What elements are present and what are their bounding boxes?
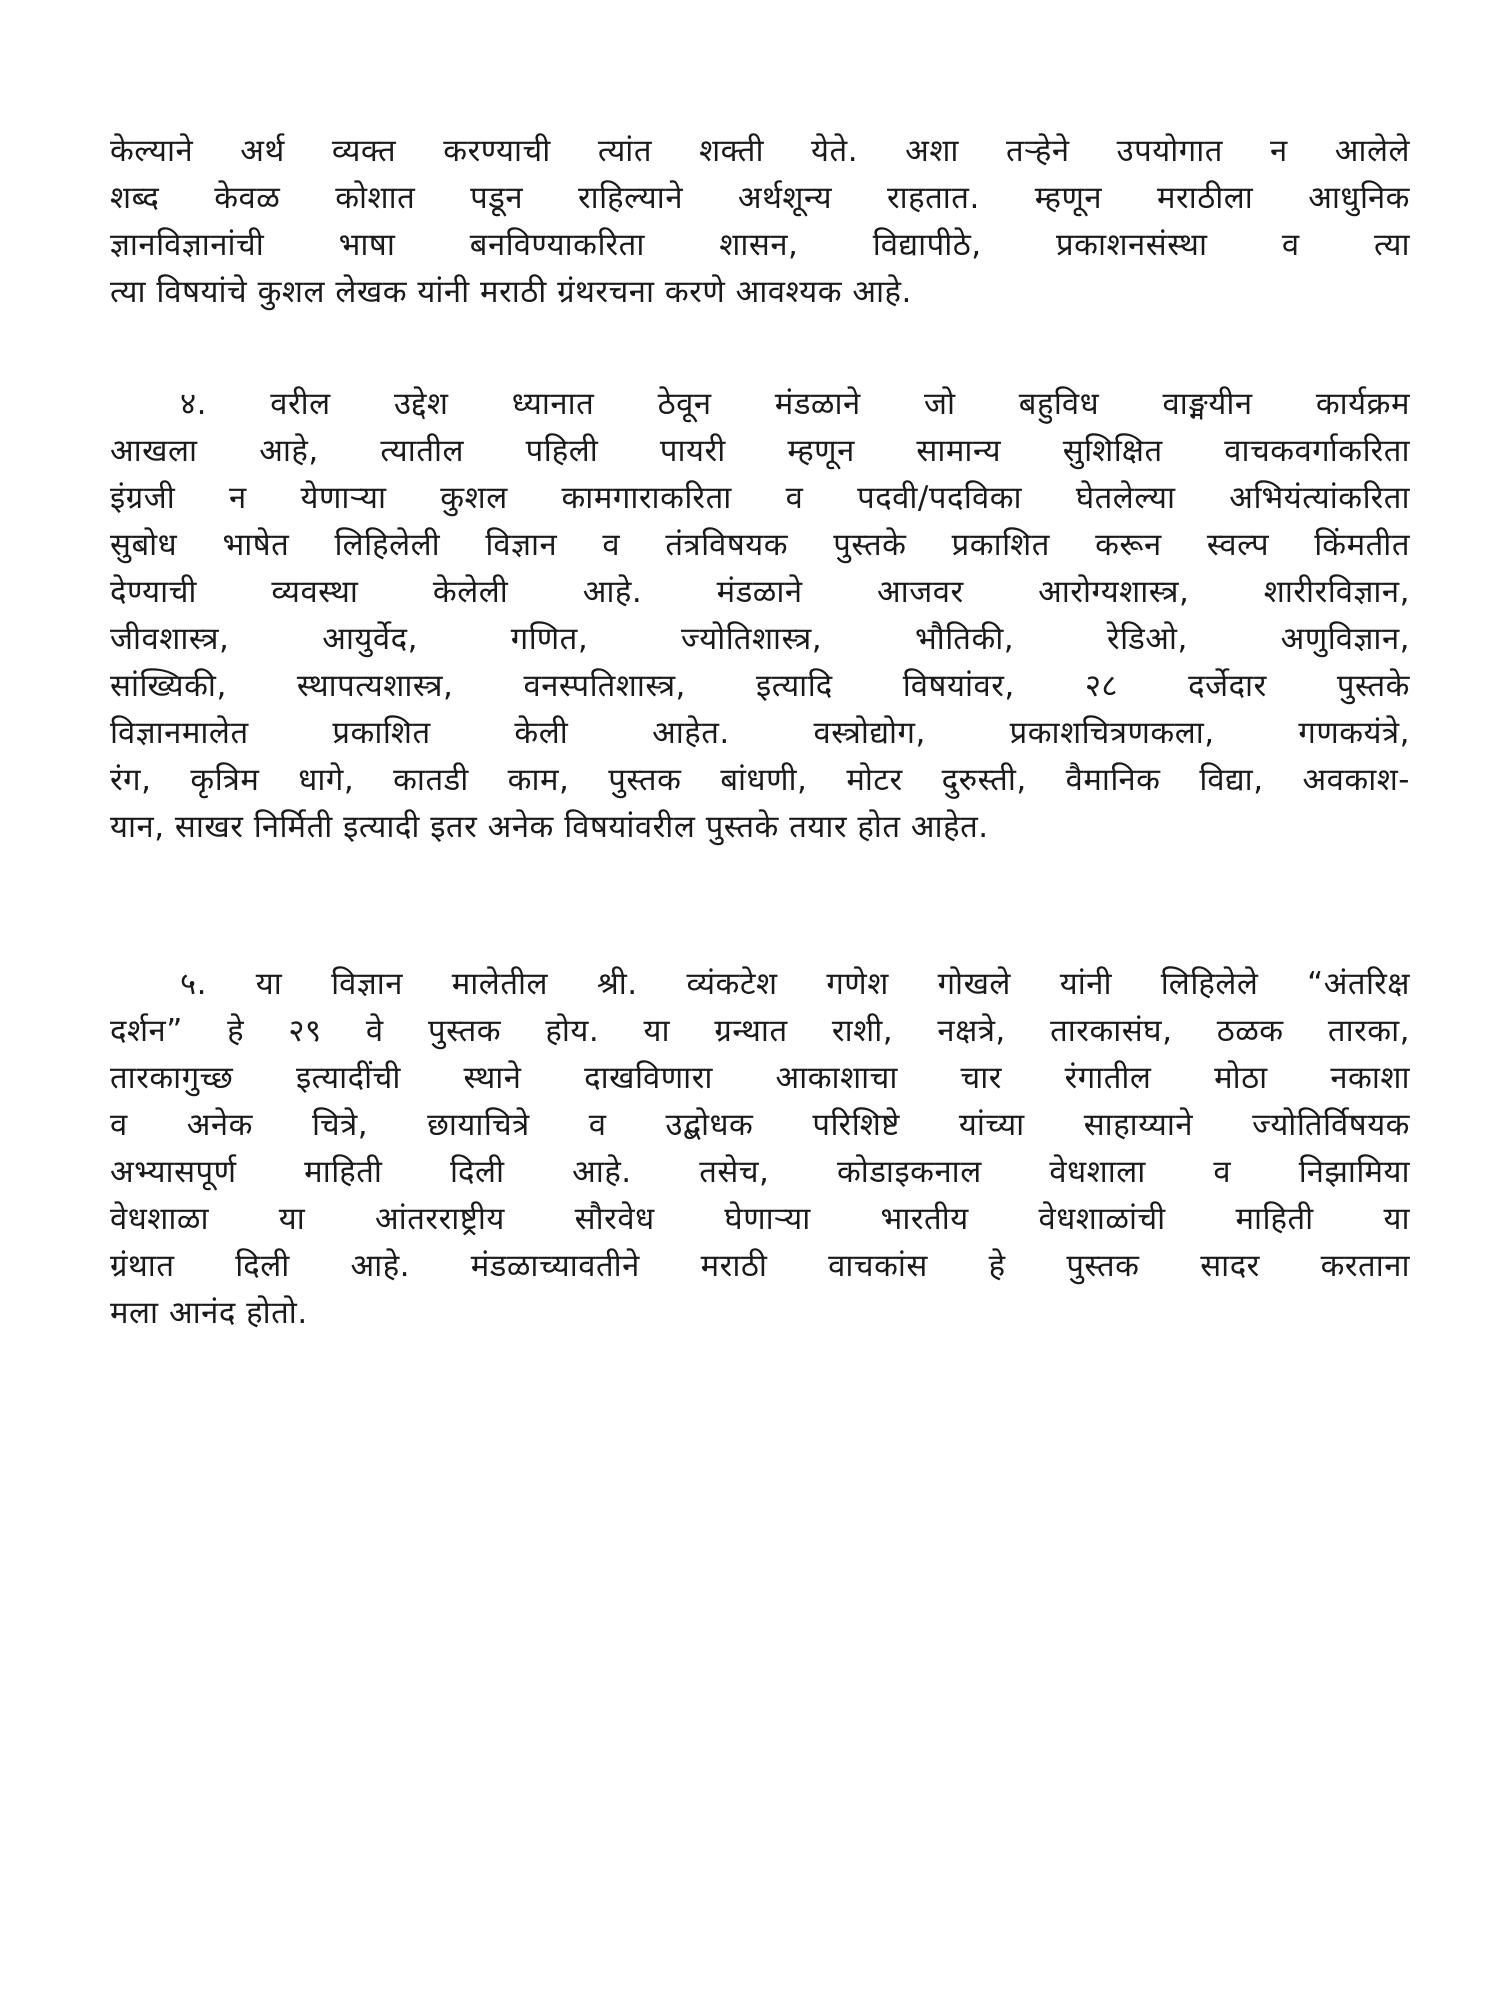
- paragraph-line: आखला आहे, त्यातील पहिली पायरी म्हणून सामान्य सुशिक्षित वाचकवर्गाकरिता: [110, 433, 1410, 469]
- paragraph-line: ५. या विज्ञान मालेतील श्री. व्यंकटेश गणेश गोखले यांनी लिहिलेले “अंतरिक्ष: [180, 966, 1410, 1002]
- paragraph-line: देण्याची व्यवस्था केलेली आहे. मंडळाने आजवर आरोग्यशास्त्र, शारीरविज्ञान,: [110, 574, 1410, 610]
- paragraph-line: जीवशास्त्र, आयुर्वेद, गणित, ज्योतिशास्त्र, भौतिकी, रेडिओ, अणुविज्ञान,: [110, 621, 1410, 657]
- paragraph-line: सुबोध भाषेत लिहिलेली विज्ञान व तंत्रविषयक पुस्तके प्रकाशित करून स्वल्प किंमतीत: [110, 527, 1410, 563]
- paragraph-2: [110, 381, 1410, 851]
- paragraph-line: ग्रंथात दिली आहे. मंडळाच्यावतीने मराठी वाचकांस हे पुस्तक सादर करताना: [110, 1248, 1410, 1284]
- paragraph-line: सांख्यिकी, स्थापत्यशास्त्र, वनस्पतिशास्त्र, इत्यादि विषयांवर, २८ दर्जेदार पुस्तके: [110, 668, 1410, 704]
- paragraph-line: तारकागुच्छ इत्यादींची स्थाने दाखविणारा आकाशाचा चार रंगातील मोठा नकाशा: [110, 1060, 1410, 1096]
- paragraph-line: ज्ञानविज्ञानांची भाषा बनविण्याकरिता शासन, विद्यापीठे, प्रकाशनसंस्था व त्या: [110, 227, 1410, 263]
- paragraph-line: इंग्रजी न येणाऱ्या कुशल कामगाराकरिता व पदवी/पदविका घेतलेल्या अभियंत्यांकरिता: [110, 480, 1410, 516]
- paragraph-line: यान, साखर निर्मिती इत्यादी इतर अनेक विषयांवरील पुस्तके तयार होत आहेत.: [110, 809, 989, 845]
- paragraph-line: ४. वरील उद्देश ध्यानात ठेवून मंडळाने जो बहुविध वाङ्मयीन कार्यक्रम: [180, 386, 1410, 422]
- paragraph-line: अभ्यासपूर्ण माहिती दिली आहे. तसेच, कोडाइकनाल वेधशाला व निझामिया: [110, 1154, 1410, 1190]
- paragraph-line: त्या विषयांचे कुशल लेखक यांनी मराठी ग्रंथरचना करणे आवश्यक आहे.: [110, 274, 912, 310]
- paragraph-line: शब्द केवळ कोशात पडून राहिल्याने अर्थशून्य राहतात. म्हणून मराठीला आधुनिक: [110, 180, 1410, 216]
- paragraph-line: विज्ञानमालेत प्रकाशित केली आहेत. वस्त्रोद्योग, प्रकाशचित्रणकला, गणकयंत्रे,: [110, 715, 1410, 751]
- paragraph-line: दर्शन” हे २९ वे पुस्तक होय. या ग्रन्थात राशी, नक्षत्रे, तारकासंघ, ठळक तारका,: [110, 1013, 1410, 1049]
- paragraph-line: वेधशाळा या आंतरराष्ट्रीय सौरवेध घेणाऱ्या भारतीय वेधशाळांची माहिती या: [110, 1201, 1410, 1237]
- paragraph-line: व अनेक चित्रे, छायाचित्रे व उद्बोधक परिशिष्टे यांच्या साहाय्याने ज्योतिर्विषयक: [110, 1107, 1410, 1143]
- paragraph-line: केल्याने अर्थ व्यक्त करण्याची त्यांत शक्ती येते. अशा तऱ्हेने उपयोगात न आलेले: [110, 133, 1410, 169]
- paragraph-line: मला आनंद होतो.: [110, 1295, 308, 1331]
- paragraph-line: रंग, कृत्रिम धागे, कातडी काम, पुस्तक बांधणी, मोटर दुरुस्ती, वैमानिक विद्या, अवकाश-: [110, 762, 1410, 798]
- paragraph-3: [110, 961, 1410, 1337]
- paragraph-1: [110, 128, 1410, 316]
